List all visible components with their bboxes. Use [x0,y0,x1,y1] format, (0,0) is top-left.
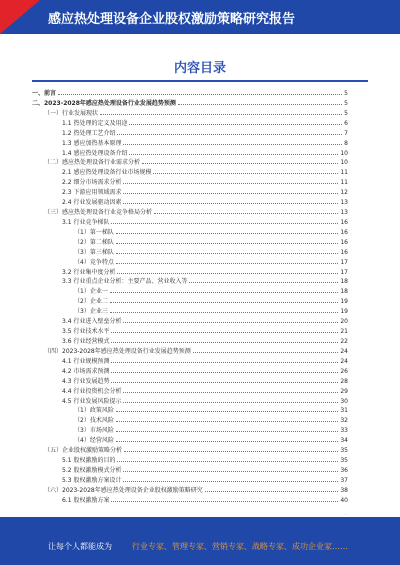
toc-entry-page: 13 [340,199,348,207]
toc-entry-label: 1.3 感应加热基本原理 [62,139,122,147]
toc-entry-page: 16 [340,228,348,236]
toc-leader-dots [123,144,342,145]
toc-leader-dots [111,362,338,363]
footer-roles-text: 行业专家、管理专家、营销专家、战略专家、成功企业家…… [132,542,348,551]
toc-entry-page: 5 [344,90,348,97]
toc-leader-dots [123,392,338,393]
toc-entry-page: 20 [340,318,348,326]
toc-entry-label: （五）企业股权激励策略分析 [44,447,123,455]
toc-entry-label: 4.2 市场需求预测 [62,367,110,375]
toc-leader-dots [123,481,338,482]
toc-entry-label: 3.6 行业经营模式 [62,338,110,345]
toc-entry-label: 一、前言 [32,90,57,97]
toc-entry-page: 28 [340,377,348,385]
toc-entry-label: 1.4 感应热处理设备介绍 [62,149,128,157]
toc-leader-dots [111,342,338,343]
toc-entry-page: 16 [340,218,348,226]
toc-entry-label: （一）行业发展现状 [44,109,99,117]
toc-leader-dots [129,124,342,125]
toc-heading: 内容目录 [173,61,226,76]
toc-leader-dots [117,461,338,462]
toc-entry-label: （六）2023-2028年感应热处理设备企业股权激励策略研究 [44,486,203,494]
toc-leader-dots [116,431,339,432]
toc-entry-label: 6.1 股权激励方案 [62,496,110,504]
toc-entry-page: 18 [340,288,348,296]
toc-entry-label: 4.4 行业投资机会分析 [62,387,122,395]
toc-entry-label: （二）感应热处理设备行业需求分析 [44,159,141,167]
toc-entry-label: 4.5 行业发展风险提示 [62,397,122,405]
toc-leader-dots [110,312,339,313]
toc-entry-label: 1.2 热处理工艺介绍 [62,129,116,137]
toc-leader-dots [110,292,339,293]
toc-entry-label: （2）企业二 [74,298,108,306]
toc-entry-page: 19 [340,308,348,316]
toc-entry-label: 5.2 股权激励模式分析 [62,466,122,474]
toc-entry-page: 18 [340,278,348,286]
toc-leader-dots [123,203,338,204]
toc-leader-dots [205,491,339,492]
toc-entry-page: 11 [340,169,348,177]
toc-entry-label: （四）2023-2028年感应热处理设备行业发展趋势预测 [44,347,191,355]
toc-leader-dots [116,253,339,254]
report-header [0,0,400,34]
toc-leader-dots [142,163,338,164]
toc-leader-dots [111,501,338,502]
report-title: 感应热处理设备企业股权激励策略研究报告 [48,12,296,27]
toc-entry-label: （2）第二梯队 [74,238,114,246]
toc-leader-dots [123,402,338,403]
toc-leader-dots [129,154,338,155]
toc-leader-dots [154,213,338,214]
toc-entry-label: 3.5 行业技术水平 [62,328,110,336]
toc-entry-label: （2）技术风险 [74,417,114,425]
toc-entry-page: 24 [340,347,348,355]
report-footer [0,517,400,565]
toc-entry-page: 36 [340,466,348,474]
toc-entry-label: 4.3 行业发展趋势 [62,377,110,385]
toc-entry-label: 4.1 行业规模预测 [62,357,110,365]
toc-leader-dots [116,421,339,422]
toc-entry-label: 5.1 股权激励的目的 [62,457,116,465]
toc-leader-dots [124,451,338,452]
toc-entry-page: 19 [340,298,348,306]
toc-entry-page: 31 [340,407,348,415]
toc-leader-dots [178,104,342,105]
toc-entry-label: （三）感应热处理设备行业竞争格局分析 [44,209,153,217]
toc-entry-label: （4）经营风险 [74,437,114,445]
toc-leader-dots [116,263,339,264]
toc-entry-page: 6 [344,119,348,127]
toc-entry-page: 32 [340,417,348,425]
toc-entry-page: 29 [340,387,348,395]
toc-entry-label: （1）企业一 [74,288,108,296]
toc-leader-dots [123,322,338,323]
toc-entry-page: 21 [340,328,348,336]
toc-entry-page: 16 [340,248,348,256]
footer-lead-text: 让每个人都能成为 [48,542,112,551]
toc-entry-page: 40 [340,496,348,504]
toc-entry-label: 3.2 行业集中度分析 [62,268,116,276]
toc-entry-label: 2.4 行业发展驱动因素 [62,199,122,207]
toc-leader-dots [153,173,338,174]
toc-entry-label: 3.1 行业竞争梯队 [62,218,110,226]
toc-leader-dots [117,273,338,274]
toc-entry-label: （1）政策风险 [74,407,114,415]
toc-entry-page: 38 [340,486,348,494]
header-red-accent [0,0,40,34]
toc-entry-label: 2.1 感应热处理设备行业市场规模 [62,169,152,177]
toc-entry-page: 7 [344,129,348,137]
toc-entry-page: 26 [340,367,348,375]
toc-leader-dots [123,471,338,472]
toc-heading-rule [32,80,368,82]
toc-entry-page: 5 [344,99,348,107]
toc-leader-dots [123,183,338,184]
toc-entry-label: （3）市场风险 [74,427,114,435]
toc-leader-dots [116,411,339,412]
toc-entry-label: 3.4 行业进入壁垒分析 [62,318,122,326]
toc-leader-dots [58,94,342,95]
toc-entry-page: 33 [340,427,348,435]
toc-entry-page: 13 [340,209,348,217]
toc-leader-dots [110,302,339,303]
toc-entry-page: 24 [340,357,348,365]
toc-entry-label: （4）竞争特点 [74,258,114,266]
toc-entry-page: 10 [340,149,348,157]
toc-leader-dots [111,332,338,333]
toc-entry-label: 1.1 热处理的定义及用途 [62,119,128,127]
toc-leader-dots [111,382,338,383]
toc-entry[interactable] [62,493,348,504]
toc-leader-dots [189,282,338,283]
toc-entry-page: 35 [340,457,348,465]
toc-leader-dots [116,243,339,244]
toc-entry-page: 22 [340,338,348,345]
toc-leader-dots [111,372,338,373]
toc-entry-page: 16 [340,238,348,246]
toc-entry-label: （3）第三梯队 [74,248,114,256]
toc-entry-label: 3.3 行业重点企业分析：主要产品、营业收入等 [62,278,188,286]
toc-entry-page: 8 [344,139,348,147]
toc-entry-label: 2.2 细分市场需求分析 [62,179,122,187]
toc-entry-page: 17 [340,258,348,266]
page-marker: · [345,512,347,518]
toc-leader-dots [100,114,342,115]
toc-leader-dots [117,134,342,135]
toc-entry-page: 37 [340,476,348,484]
toc-entry-page: 17 [340,268,348,276]
toc-entry-page: 30 [340,397,348,405]
toc-entry-page: 34 [340,437,348,445]
toc-leader-dots [116,441,339,442]
toc-entry-label: 二、2023-2028年感应热处理设备行业发展趋势预测 [32,99,176,107]
toc-entry-page: 10 [340,159,348,167]
toc-entry-page: 5 [344,109,348,117]
toc-entry-page: 11 [340,179,348,187]
toc-entry-page: 12 [340,189,348,197]
toc-leader-dots [111,223,338,224]
toc-entry-label: 5.3 股权激励方案设计 [62,476,122,484]
toc-entry-label: （3）企业三 [74,308,108,316]
toc-entry-page: 35 [340,447,348,455]
toc-entry-label: 2.3 下游应用领域需求 [62,189,122,197]
toc-leader-dots [123,193,338,194]
toc-leader-dots [116,233,339,234]
toc-leader-dots [193,352,339,353]
toc-entry-label: （1）第一梯队 [74,228,114,236]
